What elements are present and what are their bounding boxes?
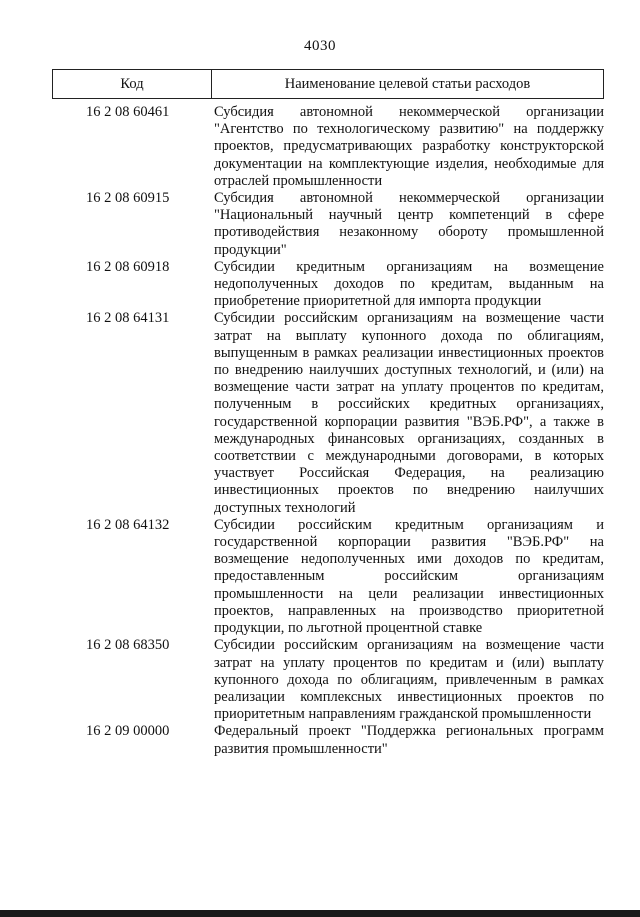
row-code: 16 2 08 60918 <box>86 258 170 275</box>
row-code: 16 2 08 64132 <box>86 516 170 533</box>
table-row <box>52 637 604 723</box>
column-header-code: Код <box>53 70 212 98</box>
table-body <box>52 104 604 758</box>
column-header-name: Наименование целевой статьи расходов <box>284 75 531 92</box>
table-row <box>52 190 604 259</box>
table-row <box>52 310 604 516</box>
row-description: Субсидии кредитным организациям на возмещение недополученных доходов по кредитам, выданным на приобретение приоритетной для импорта продукции <box>214 258 604 310</box>
table-header <box>52 69 604 99</box>
scan-bottom-edge <box>0 910 640 917</box>
row-code: 16 2 08 68350 <box>86 637 170 654</box>
row-code: 16 2 08 64131 <box>86 310 170 327</box>
row-code: 16 2 08 60915 <box>86 190 170 207</box>
row-description: Федеральный проект "Поддержка региональных программ развития промышленности" <box>214 723 604 757</box>
page-number: 4030 <box>304 38 336 54</box>
table-row <box>52 104 604 190</box>
row-code: 16 2 09 00000 <box>86 723 170 740</box>
table-row <box>52 259 604 311</box>
row-description: Субсидия автономной некоммерческой организации "Национальный научный центр компетенций в сфере противодействия незаконному обороту промышленной продукции" <box>214 190 604 258</box>
table-row <box>52 723 604 757</box>
row-description: Субсидия автономной некоммерческой организации "Агентство по технологическому развитию" на поддержку проектов, предусматривающих разработку конструкторской документации на комплектующие изделия, необходимые для отраслей промышленности <box>214 104 604 189</box>
row-description: Субсидии российским организациям на возмещение части затрат на выплату купонного дохода по облигациям, выпущенным в рамках реализации инвестиционных проектов по внедрению наилучших доступных технологий, и (или) на возмещение части затрат на уплату процентов по кредитам, полученным в российских кредитных организациях, государственной корпорации развития "ВЭБ.РФ", а также в международных финансовых организациях, созданных в соответствии с международными договорами, в которых участвует Российская Федерация, на реализацию инвестиционных проектов по внедрению наилучших доступных технологий <box>214 310 604 516</box>
row-code: 16 2 08 60461 <box>86 104 170 120</box>
row-description: Субсидии российским кредитным организациям и государственной корпорации развития "ВЭБ.РФ" на возмещение недополученных ими доходов по кредитам, предоставленным российским организациям промышленности на цели реализации инвестиционных проектов, направленных на производство приоритетной продукции, по льготной процентной ставке <box>214 516 604 637</box>
row-description: Субсидии российским организациям на возмещение части затрат на уплату процентов по кредитам и (или) выплату купонного дохода по облигациям, привлеченным в рамках реализации комплексных инвестиционных проектов по приоритетным направлениям гражданской промышленности <box>214 637 604 723</box>
table-row <box>52 517 604 637</box>
